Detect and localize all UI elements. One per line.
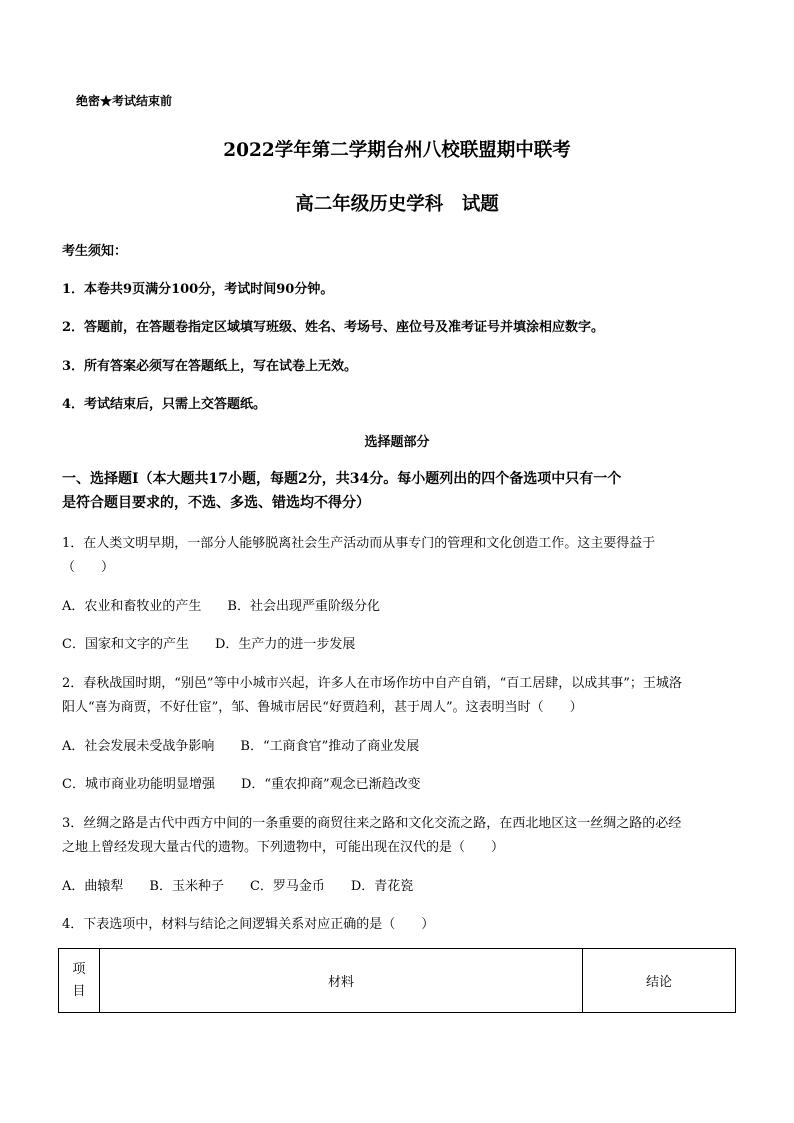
question-options: A．社会发展未受战争影响 B．“工商食官”推动了商业发展 (62, 739, 420, 754)
question-stem: 之地上曾经发现大量古代的遗物。下列遗物中，可能出现在汉代的是（ ） (62, 840, 505, 855)
question-stem: 4．下表选项中，材料与结论之间逻辑关系对应正确的是（ ） (62, 917, 435, 932)
question-stem: （ ） (62, 560, 115, 575)
question-table (58, 948, 736, 1013)
notice-item: 1．本卷共9页满分100分，考试时间90分钟。 (62, 282, 334, 297)
question-options: C．国家和文字的产生 D．生产力的进一步发展 (62, 637, 356, 652)
question-stem: 3．丝绸之路是古代中西方中间的一条重要的商贸往来之路和文化交流之路，在西北地区这一丝绸之路的必经 (62, 816, 682, 831)
table-header-item-line: 项 (72, 961, 86, 977)
part-intro: 是符合题目要求的，不选、多选、错选均不得分） (62, 495, 370, 511)
table-header-row (59, 949, 736, 1013)
question-stem: 阳人“喜为商贾，不好仕宦”，邹、鲁城市居民“好贾趋利，甚于周人”。这表明当时（ ） (62, 700, 583, 715)
part-intro: 一、选择题Ⅰ（本大题共17小题，每题2分，共34分。每小题列出的四个备选项中只有一个 (62, 471, 622, 487)
table-header-conclusion: 结论 (583, 949, 736, 1013)
table-header-item-line: 目 (72, 983, 86, 999)
notice-item: 2．答题前，在答题卷指定区域填写班级、姓名、考场号、座位号及准考证号并填涂相应数字。 (62, 320, 605, 335)
question-options: A．曲辕犁 B．玉米种子 C．罗马金币 D．青花瓷 (62, 879, 414, 894)
notice-item: 4．考试结束后，只需上交答题纸。 (62, 397, 267, 412)
section-title: 选择题部分 (364, 435, 430, 450)
notice-heading: 考生须知： (62, 244, 128, 259)
question-options: C．城市商业功能明显增强 D．“重农抑商”观念已渐趋改变 (62, 777, 421, 792)
question-stem: 2．春秋战国时期，“别邑”等中小城市兴起，许多人在市场作坊中自产自销，“百工居肆，以成其事”；王城洛 (62, 676, 682, 691)
notice-item: 3．所有答案必须写在答题纸上，写在试卷上无效。 (62, 359, 358, 374)
exam-subtitle: 高二年级历史学科 试题 (295, 194, 499, 215)
table-header-material: 材料 (100, 949, 583, 1013)
question-options: A．农业和畜牧业的产生 B．社会出现严重阶级分化 (62, 599, 380, 614)
top-secret-label: 绝密★考试结束前 (76, 94, 173, 108)
question-stem: 1．在人类文明早期，一部分人能够脱离社会生产活动而从事专门的管理和文化创造工作。这主要得益于 (62, 536, 656, 551)
table-header-item (59, 949, 100, 1013)
exam-title: 2022学年第二学期台州八校联盟期中联考 (223, 140, 571, 161)
